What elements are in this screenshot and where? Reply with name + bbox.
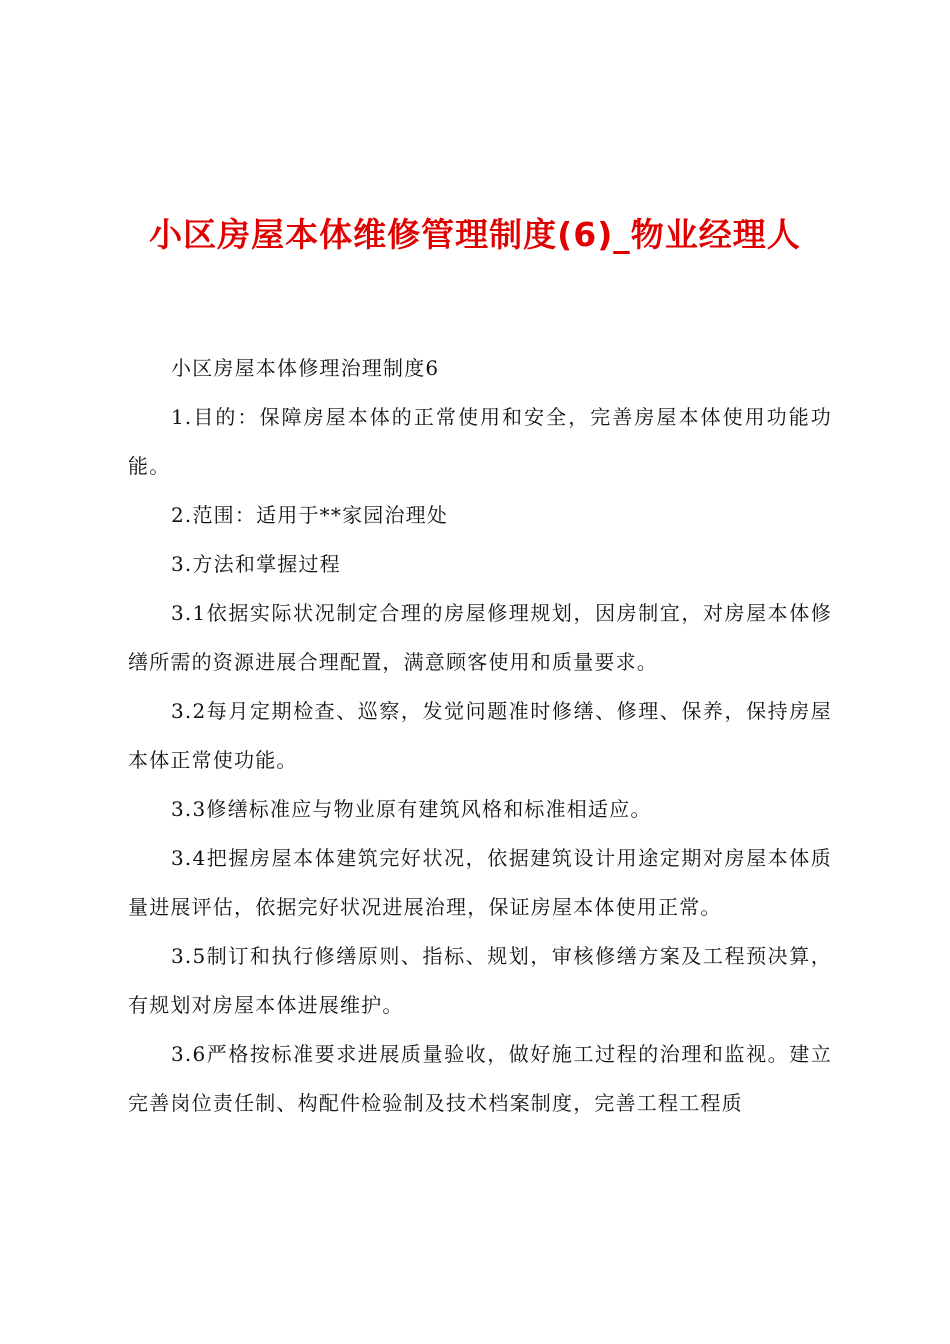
paragraph-3-3: 3.3修缮标准应与物业原有建筑风格和标准相适应。 (171, 797, 652, 821)
paragraph-3-5: 3.5制订和执行修缮原则、指标、规划，审核修缮方案及工程预决算，有规划对房屋本体进展维护。 (128, 944, 832, 1017)
paragraph-heading: 小区房屋本体修理治理制度6 (171, 356, 440, 380)
document-title: 小区房屋本体维修管理制度(6)_物业经理人 (149, 215, 801, 254)
paragraph-3-4: 3.4把握房屋本体建筑完好状况，依据建筑设计用途定期对房屋本体质量进展评估，依据完好状况进展治理，保证房屋本体使用正常。 (128, 846, 832, 919)
paragraph-3-6: 3.6严格按标准要求进展质量验收，做好施工过程的治理和监视。建立完善岗位责任制、构配件检验制及技术档案制度，完善工程工程质 (128, 1042, 832, 1115)
paragraph-3-2: 3.2每月定期检查、巡察，发觉问题准时修缮、修理、保养，保持房屋本体正常使功能。 (128, 699, 832, 772)
paragraph-3-1: 3.1依据实际状况制定合理的房屋修理规划，因房制宜，对房屋本体修缮所需的资源进展合理配置，满意顾客使用和质量要求。 (128, 601, 832, 674)
paragraph-method: 3.方法和掌握过程 (171, 552, 341, 576)
document-body (128, 344, 832, 1128)
paragraph-purpose: 1.目的：保障房屋本体的正常使用和安全，完善房屋本体使用功能功能。 (128, 405, 832, 478)
paragraph-scope: 2.范围：适用于**家园治理处 (171, 503, 449, 527)
